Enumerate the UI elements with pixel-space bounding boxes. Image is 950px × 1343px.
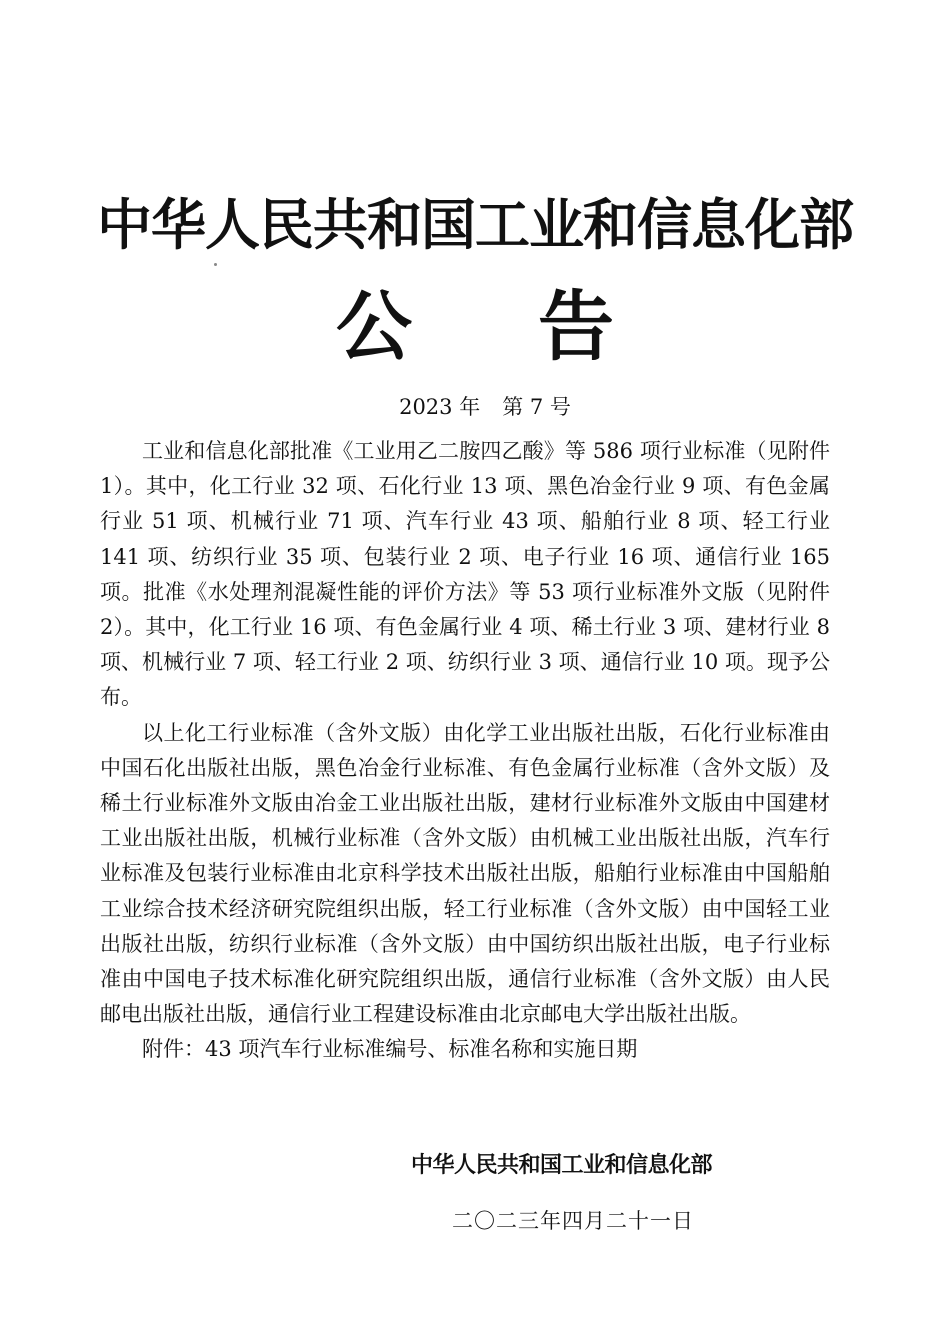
scan-speck	[214, 263, 217, 266]
issue-number	[0, 392, 950, 422]
issue-no: 第 7 号	[502, 395, 571, 419]
notice-title-char-1: 公	[336, 282, 412, 371]
notice-title-char-2: 告	[538, 282, 614, 371]
ministry-title: 中华人民共和国工业和信息化部	[96, 193, 853, 257]
signature-organization: 中华人民共和国工业和信息化部	[411, 1153, 713, 1178]
notice-title	[0, 282, 950, 372]
attachment-line: 附件：43 项汽车行业标准编号、标准名称和实施日期	[142, 1037, 638, 1062]
body-paragraph-1: 工业和信息化部批准《工业用乙二胺四乙酸》等 586 项行业标准（见附件 1）。其中，化工行业 32 项、石化行业 13 项、黑色冶金行业 9 项、有色金属行业 51 项、机械行业 71 项、汽车行业 43 项、船舶行业 8 项、轻工行业 141 项、纺织行业 35 项、包装行业 2 项、电子行业 16 项、通信行业 165 项。批准《水处理剂混凝性能的评价方法》等 53 项行业标准外文版（见附件 2）。其中，化工行业 16 项、有色金属行业 4 项、稀土行业 3 项、建材行业 8 项、机械行业 7 项、轻工行业 2 项、纺织行业 3 项、通信行业 10 项。现予公布。	[100, 439, 830, 710]
issue-year: 2023 年	[399, 395, 481, 419]
signature-date: 二〇二三年四月二十一日	[452, 1209, 694, 1233]
body-paragraph-2: 以上化工行业标准（含外文版）由化学工业出版社出版，石化行业标准由中国石化出版社出版，黑色冶金行业标准、有色金属行业标准（含外文版）及稀土行业标准外文版由冶金工业出版社出版，建材行业标准外文版由中国建材工业出版社出版，机械行业标准（含外文版）由机械工业出版社出版，汽车行业标准及包装行业标准由北京科学技术出版社出版，船舶行业标准由中国船舶工业综合技术经济研究院组织出版，轻工行业标准（含外文版）由中国轻工业出版社出版，纺织行业标准（含外文版）由中国纺织出版社出版，电子行业标准由中国电子技术标准化研究院组织出版，通信行业标准（含外文版）由人民邮电出版社出版，通信行业工程建设标准由北京邮电大学出版社出版。	[100, 720, 830, 1027]
notice-body	[100, 434, 830, 1068]
